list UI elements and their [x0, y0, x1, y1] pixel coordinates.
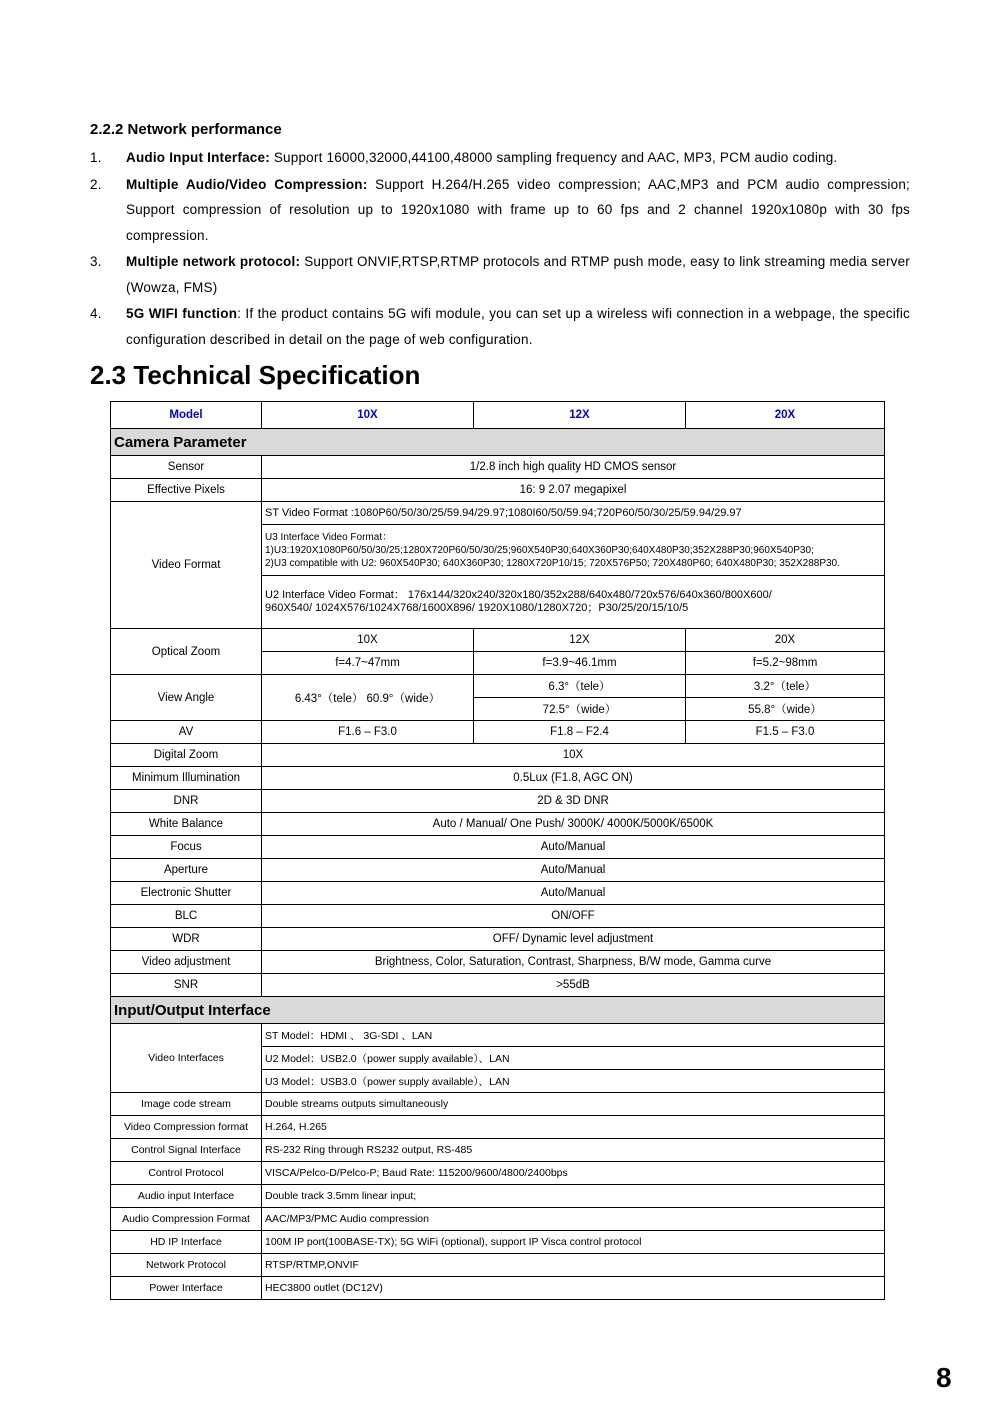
row-label: HD IP Interface: [111, 1231, 262, 1254]
row-value: 16: 9 2.07 megapixel: [262, 479, 885, 502]
av-12x: F1.8 – F2.4: [474, 721, 686, 744]
list-item-label: Audio Input Interface:: [126, 150, 270, 165]
focal-20x: f=5.2~98mm: [686, 652, 885, 675]
row-label: Video Interfaces: [111, 1024, 262, 1093]
network-performance-list: [90, 145, 910, 353]
u3-line-1: 1)U3:1920X1080P60/50/30/25;1280X720P60/50/30/25;960X540P30;640X360P30;640X480P30;352X288P30;960X540P30;: [265, 544, 814, 556]
row-value: Brightness, Color, Saturation, Contrast, Sharpness, B/W mode, Gamma curve: [262, 951, 885, 974]
table-row: [111, 1116, 885, 1139]
row-label: AV: [111, 721, 262, 744]
row-value: VISCA/Pelco-D/Pelco-P; Baud Rate: 115200/9600/4800/2400bps: [262, 1162, 885, 1185]
row-label: Image code stream: [111, 1093, 262, 1116]
table-row: [111, 456, 885, 479]
row-value: 2D & 3D DNR: [262, 790, 885, 813]
table-row: [111, 951, 885, 974]
av-20x: F1.5 – F3.0: [686, 721, 885, 744]
row-label: Video Compression format: [111, 1116, 262, 1139]
video-format-u2: [262, 576, 885, 629]
row-value: >55dB: [262, 974, 885, 997]
zoom-20x: 20X: [686, 629, 885, 652]
row-label: Minimum Illumination: [111, 767, 262, 790]
list-item-text: Support ONVIF,RTSP,RTMP protocols and RTMP push mode, easy to link streaming media server (Wowza, FMS): [126, 254, 910, 295]
row-value: 10X: [262, 744, 885, 767]
row-label: Effective Pixels: [111, 479, 262, 502]
table-row: [111, 1208, 885, 1231]
zoom-10x: 10X: [262, 629, 474, 652]
u3-title: U3 Interface Video Format：: [265, 531, 393, 543]
row-value: RTSP/RTMP,ONVIF: [262, 1254, 885, 1277]
row-label: Electronic Shutter: [111, 882, 262, 905]
row-label: WDR: [111, 928, 262, 951]
section-heading-technical-specification: 2.3 Technical Specification: [90, 360, 421, 390]
video-interface-st: ST Model：HDMI 、 3G-SDI 、LAN: [262, 1024, 885, 1047]
table-row: [111, 629, 885, 652]
list-item: [90, 172, 910, 249]
table-row: [111, 1024, 885, 1047]
row-label: Sensor: [111, 456, 262, 479]
row-label: DNR: [111, 790, 262, 813]
row-label: Optical Zoom: [111, 629, 262, 675]
section-camera-parameter: Camera Parameter: [111, 429, 885, 456]
u2-line-1: U2 Interface Video Format： 176x144/320x240/320x180/352x288/640x480/720x576/640x360/800X600/: [265, 589, 772, 601]
row-value: 100M IP port(100BASE-TX); 5G WiFi (optional), support IP Visca control protocol: [262, 1231, 885, 1254]
video-interface-u3: U3 Model：USB3.0（power supply available）、LAN: [262, 1070, 885, 1093]
list-number: 4.: [90, 306, 102, 321]
row-label: View Angle: [111, 675, 262, 721]
table-row: [111, 1162, 885, 1185]
table-row: [111, 790, 885, 813]
list-item-text: Support H.264/H.265 video compression; AAC,MP3 and PCM audio compression; Support compression of resolution up to 1920x1080 with frame up to 60 fps and 2 channel 1920x1080p with 30 fps compression.: [126, 176, 910, 243]
u3-line-2: 2)U3 compatible with U2: 960X540P30; 640X360P30; 1280X720P10/15; 720X576P50; 720X480P60; 640X480P30; 352X288P30.: [265, 557, 840, 569]
list-number: 2.: [90, 176, 102, 192]
row-label: Aperture: [111, 859, 262, 882]
table-row: [111, 928, 885, 951]
table-row: [111, 1093, 885, 1116]
video-format-st: ST Video Format :1080P60/50/30/25/59.94/29.97;1080I60/50/59.94;720P60/50/30/25/59.94/29.97: [262, 502, 885, 525]
row-value: AAC/MP3/PMC Audio compression: [262, 1208, 885, 1231]
table-row: [111, 859, 885, 882]
row-value: HEC3800 outlet (DC12V): [262, 1277, 885, 1300]
table-row: [111, 767, 885, 790]
table-row: [111, 1254, 885, 1277]
view-angle-20x-wide: 55.8°（wide）: [686, 698, 885, 721]
row-label: Video Format: [111, 502, 262, 629]
row-label: Network Protocol: [111, 1254, 262, 1277]
list-number: 1.: [90, 150, 102, 165]
row-label: White Balance: [111, 813, 262, 836]
focal-10x: f=4.7~47mm: [262, 652, 474, 675]
list-item: [90, 301, 910, 352]
view-angle-12x-tele: 6.3°（tele）: [474, 675, 686, 698]
list-item-text: Support 16000,32000,44100,48000 sampling frequency and AAC, MP3, PCM audio coding.: [269, 150, 838, 165]
table-row: [111, 905, 885, 928]
list-item: [90, 145, 910, 171]
table-row: [111, 882, 885, 905]
video-format-u3: [262, 525, 885, 576]
row-label: Audio input Interface: [111, 1185, 262, 1208]
table-row: [111, 721, 885, 744]
table-row: [111, 502, 885, 525]
list-item-text: : If the product contains 5G wifi module, you can set up a wireless wifi connection in a webpage, the specific configuration described in detail on the page of web configuration.: [126, 306, 910, 347]
table-row: [111, 479, 885, 502]
zoom-12x: 12X: [474, 629, 686, 652]
header-12x: 12X: [474, 402, 686, 429]
table-row: [111, 813, 885, 836]
header-model: Model: [111, 402, 262, 429]
row-value: Auto/Manual: [262, 836, 885, 859]
row-value: RS-232 Ring through RS232 output, RS-485: [262, 1139, 885, 1162]
row-value: Auto / Manual/ One Push/ 3000K/ 4000K/5000K/6500K: [262, 813, 885, 836]
table-row: [111, 744, 885, 767]
section-heading-network-performance: 2.2.2 Network performance: [90, 121, 282, 138]
row-value: OFF/ Dynamic level adjustment: [262, 928, 885, 951]
row-label: SNR: [111, 974, 262, 997]
row-value: 1/2.8 inch high quality HD CMOS sensor: [262, 456, 885, 479]
view-angle-12x-wide: 72.5°（wide）: [474, 698, 686, 721]
list-item: [90, 249, 910, 300]
row-label: Power Interface: [111, 1277, 262, 1300]
video-interface-u2: U2 Model：USB2.0（power supply available）、LAN: [262, 1047, 885, 1070]
view-angle-20x-tele: 3.2°（tele）: [686, 675, 885, 698]
row-value: Auto/Manual: [262, 882, 885, 905]
table-row: [111, 836, 885, 859]
technical-specification-table: [110, 401, 885, 1300]
row-value: H.264, H.265: [262, 1116, 885, 1139]
view-angle-10x: 6.43°（tele） 60.9°（wide）: [262, 675, 474, 721]
av-10x: F1.6 – F3.0: [262, 721, 474, 744]
u2-line-2: 960X540/ 1024X576/1024X768/1600X896/ 1920X1080/1280X720；P30/25/20/15/10/5: [265, 602, 689, 614]
row-value: ON/OFF: [262, 905, 885, 928]
row-label: Focus: [111, 836, 262, 859]
row-value: Double streams outputs simultaneously: [262, 1093, 885, 1116]
header-20x: 20X: [686, 402, 885, 429]
list-item-label: 5G WIFI function: [126, 306, 238, 321]
list-number: 3.: [90, 254, 102, 269]
row-value: 0.5Lux (F1.8, AGC ON): [262, 767, 885, 790]
row-label: BLC: [111, 905, 262, 928]
table-row: [111, 1277, 885, 1300]
row-label: Audio Compression Format: [111, 1208, 262, 1231]
list-item-label: Multiple network protocol:: [126, 254, 301, 269]
table-row: [111, 675, 885, 698]
table-header-row: [111, 402, 885, 429]
list-item-label: Multiple Audio/Video Compression:: [126, 176, 368, 192]
focal-12x: f=3.9~46.1mm: [474, 652, 686, 675]
page-number: 8: [936, 1362, 952, 1393]
section-input-output-interface: Input/Output Interface: [111, 997, 885, 1024]
row-value: Double track 3.5mm linear input;: [262, 1185, 885, 1208]
row-value: Auto/Manual: [262, 859, 885, 882]
row-label: Video adjustment: [111, 951, 262, 974]
table-row: [111, 1231, 885, 1254]
row-label: Control Protocol: [111, 1162, 262, 1185]
header-10x: 10X: [262, 402, 474, 429]
row-label: Digital Zoom: [111, 744, 262, 767]
table-row: [111, 1185, 885, 1208]
row-label: Control Signal Interface: [111, 1139, 262, 1162]
table-row: [111, 1139, 885, 1162]
table-row: [111, 974, 885, 997]
